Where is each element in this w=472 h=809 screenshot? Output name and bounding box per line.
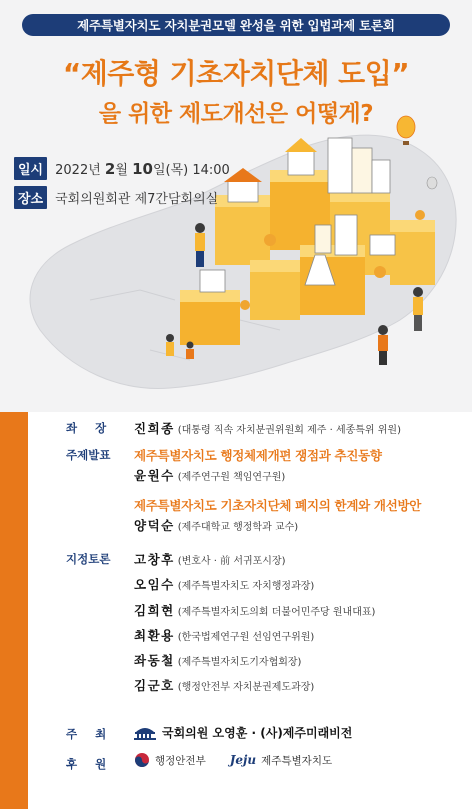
presenter-line-2 [134,516,298,534]
sub-title: 을 위한 제도개선은 어떻게? [98,101,374,127]
panelist-affil: (한국법제연구원 선임연구위원) [177,632,315,643]
panel-line-6 [134,676,314,694]
place-tag: 장소 [14,186,47,209]
panelist-name: 오임수 [134,577,175,592]
panelist-affil: (행정안전부 자치분권제도과장) [177,682,315,693]
place-text: 국회의원회관 제7간담회의실 [55,192,219,207]
panelist-name: 김군호 [134,678,175,693]
chair-name: 진희종 [134,421,175,436]
date-tag: 일시 [14,157,47,180]
chair-line [134,419,401,437]
panel-line-3 [134,601,375,619]
presenter-affil-1: (제주연구원 책임연구원) [177,472,286,483]
date-month-unit: 월 [115,163,128,178]
panelist-affil: (제주특별자치도의회 더불어민주당 원내대표) [177,607,376,618]
date-rest: 일(목) 14:00 [152,163,230,178]
panel-role-label: 지정토론 [66,552,111,566]
date-month: 2 [104,159,116,178]
chair-role-label: 좌장 [66,421,125,435]
program-section [0,412,472,809]
host-text: 국회의원 오영훈 · (사)제주미래비전 [162,726,353,740]
event-banner: 제주특별자치도 자치분권모델 완성을 위한 입법과제 토론회 [22,14,450,36]
host-role-label: 주최 [66,727,125,741]
presenter-affil-2: (제주대학교 행정학과 교수) [177,522,299,533]
sponsor-line [134,752,332,768]
presenter-name-1: 윤원수 [134,468,175,483]
main-title: “제주형 기초자치단체 도입” [62,57,410,90]
host-line [134,724,352,741]
panelist-name: 좌동철 [134,653,175,668]
panelist-name: 김희현 [134,603,175,618]
jeju-logo-icon: Jeju [229,753,257,767]
sponsor2-text: 제주특별자치도 [261,754,333,767]
date-row [14,157,230,180]
date-day: 10 [132,159,153,178]
taegeuk-icon [134,752,150,768]
place-row [14,186,218,209]
orange-side-bar [0,412,28,809]
panelist-name: 최환용 [134,628,175,643]
presentation-role-label: 주제발표 [66,448,111,462]
sponsor1-text: 행정안전부 [155,754,206,767]
panel-line-4 [134,626,314,644]
panelist-affil: (제주특별자치도기자협회장) [177,657,302,668]
presentation-topic-1: 제주특별자치도 행정체제개편 쟁점과 추진동향 [134,448,382,463]
presenter-name-2: 양덕순 [134,518,175,533]
chair-affil: (대통령 직속 자치분권위원회 제주 · 세종특위 위원) [177,425,401,436]
national-assembly-icon [134,726,156,740]
panel-line-1 [134,550,286,568]
panel-line-5 [134,651,301,669]
date-prefix: 2022년 [55,163,101,178]
panelist-affil: (제주특별자치도 자치행정과장) [177,581,315,592]
presentation-topic-2: 제주특별자치도 기초자치단체 폐지의 한계와 개선방안 [134,498,422,513]
panel-line-2 [134,575,314,593]
presenter-line-1 [134,466,285,484]
panelist-affil: (변호사 · 前 서귀포시장) [177,556,286,567]
panelist-name: 고창후 [134,552,175,567]
sponsor-role-label: 후원 [66,757,125,771]
